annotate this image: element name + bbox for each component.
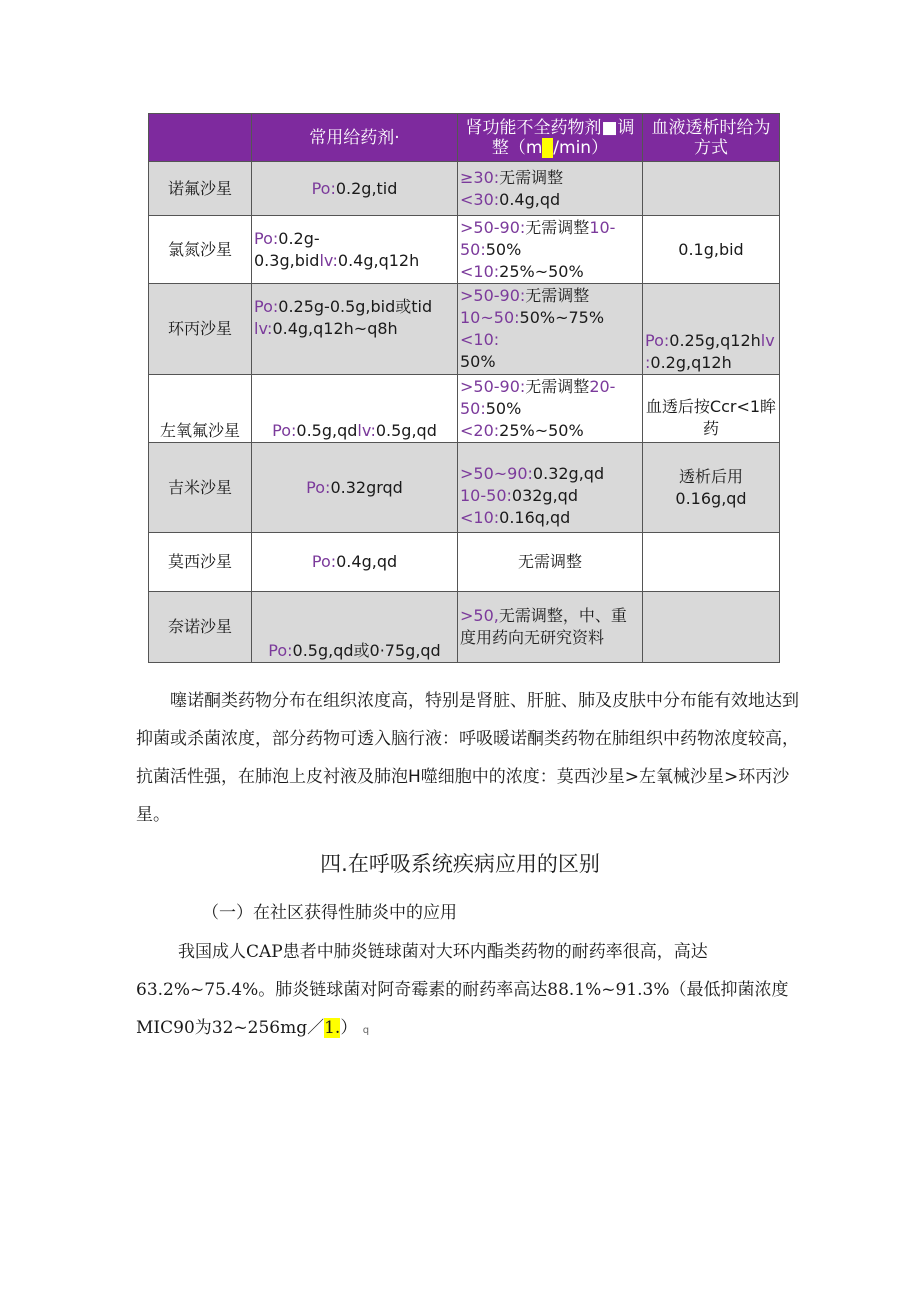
route-label: Po: — [254, 297, 279, 316]
crcl-range: >50-90: — [460, 376, 526, 396]
closing-paren: ） — [340, 1018, 358, 1038]
renal-dose: 50% — [485, 239, 522, 259]
route-label: : — [645, 353, 651, 372]
crcl-range: <10: — [460, 507, 500, 527]
route-label: Po: — [311, 552, 337, 571]
route-label: Po: — [311, 178, 336, 198]
header-renal — [458, 114, 643, 162]
table-row — [149, 216, 780, 284]
route-label: lv — [760, 331, 775, 350]
dose-value: 0.25g-0.5g,bid或tid — [278, 297, 433, 316]
hd-cell — [643, 162, 780, 216]
header-hemodialysis: 血液透析时给为方式 — [643, 114, 780, 162]
route-label: Po: — [254, 228, 279, 248]
drug-name: 左氧氟沙星 — [149, 375, 252, 443]
dose-value: 0.2g,tid — [335, 178, 398, 198]
dose-value: 0.4g,qd — [336, 552, 398, 571]
renal-dose: 0.32g,qd — [532, 463, 605, 483]
renal-dose: 0.4g,qd — [499, 189, 561, 209]
hd-cell: 血透后按Ccr<1眸药 — [643, 375, 780, 443]
renal-dose: 无需调整 — [525, 217, 590, 237]
crcl-range: <20: — [460, 420, 500, 440]
renal-cell — [458, 375, 643, 443]
table-row — [149, 592, 780, 663]
table-row — [149, 162, 780, 216]
hd-dose: 0.25g,q12h — [669, 331, 761, 350]
crcl-range: >50~90: — [460, 463, 533, 483]
dose-cell — [252, 375, 458, 443]
route-label: Po: — [306, 477, 331, 497]
renal-cell — [458, 284, 643, 375]
crcl-range: >50-90: — [460, 217, 526, 237]
renal-cell — [458, 592, 643, 663]
renal-dose: 无需调整 — [525, 376, 590, 396]
header-renal-tail: /min） — [553, 137, 609, 158]
dose-cell — [252, 284, 458, 375]
hd-cell — [643, 284, 780, 375]
header-drug — [149, 114, 252, 162]
route-label: Po: — [268, 641, 293, 660]
crcl-range: 10~50: — [460, 308, 520, 327]
dose-cell — [252, 162, 458, 216]
dose-value: 0.4g,q12h~q8h — [272, 319, 398, 338]
route-label: lv: — [254, 319, 273, 338]
highlight-mark — [542, 138, 553, 158]
hd-cell: 0.1g,bid — [643, 216, 780, 284]
dose-cell — [252, 592, 458, 663]
dose-value: 0.5g,qd或0·75g,qd — [292, 641, 441, 660]
dose-value: 0.32grqd — [330, 477, 403, 497]
drug-name: 氯氮沙星 — [149, 216, 252, 284]
route-label: lv: — [319, 250, 338, 270]
dose-value: 0.4g,q12h — [337, 250, 420, 270]
crcl-range: ≥30: — [460, 167, 500, 187]
crcl-range: 10-50: — [460, 485, 512, 505]
hd-cell — [643, 533, 780, 592]
hd-cell: 透析后用0.16g,qd — [643, 443, 780, 533]
dose-value: 0.2g-0.3g,bid — [254, 228, 320, 270]
dose-value: 0.5g,qd — [296, 421, 358, 440]
renal-dose: 50% — [485, 398, 522, 418]
renal-dose: 无需调整 — [525, 286, 590, 305]
crcl-range: >50, — [460, 606, 499, 625]
table-row — [149, 284, 780, 375]
crcl-range: 20-50: — [460, 376, 616, 418]
table-header-row — [149, 114, 780, 162]
section-heading: 四.在呼吸系统疾病应用的区别 — [320, 852, 600, 876]
renal-dose: 50%~75% — [519, 308, 605, 327]
renal-dose: 无需调整 — [499, 167, 564, 187]
renal-dose: 25%~50% — [499, 420, 584, 440]
dose-cell — [252, 533, 458, 592]
renal-dose: 032g,qd — [511, 485, 578, 505]
renal-dose: 25%~50% — [499, 261, 584, 281]
crcl-range: <30: — [460, 189, 500, 209]
renal-cell: 无需调整 — [458, 533, 643, 592]
hd-dose: 0.2g,q12h — [650, 353, 732, 372]
renal-dose: 0.16q,qd — [499, 507, 571, 527]
renal-cell — [458, 216, 643, 284]
crcl-range: <10: — [460, 261, 500, 281]
paragraph-distribution: 噻诺酮类药物分布在组织浓度高，特别是肾脏、肝脏、肺及皮肤中分布能有效地达到抑菌或杀菌浓度，部分药物可透入脑行液：呼吸暖诺酮类药物在肺组织中药物浓度较高，抗菌活性强，在肺泡上皮衬液及肺泡H噬细胞中的浓度：莫西沙星>左氧械沙星>环丙沙星。 — [136, 691, 799, 825]
drug-name: 环丙沙星 — [149, 284, 252, 375]
subsection-heading: （一）在社区获得性肺炎中的应用 — [202, 903, 457, 923]
fluoroquinolone-dosage-table — [148, 113, 780, 663]
dose-value: 0.5g,qd — [375, 421, 437, 440]
table-row — [149, 375, 780, 443]
crcl-range: >50-90: — [460, 286, 526, 305]
crcl-range: <10: — [460, 330, 500, 349]
hd-cell — [643, 592, 780, 663]
table-row — [149, 533, 780, 592]
drug-name: 吉米沙星 — [149, 443, 252, 533]
stray-mark: q — [362, 1025, 370, 1036]
renal-dose: 50% — [460, 352, 496, 371]
drug-name: 奈诺沙星 — [149, 592, 252, 663]
dose-cell — [252, 216, 458, 284]
renal-dose: 无需调整，中、重度用药向无研究资料 — [460, 606, 627, 647]
route-label: Po: — [645, 331, 670, 350]
renal-cell — [458, 443, 643, 533]
header-dose: 常用给药剂· — [252, 114, 458, 162]
renal-cell — [458, 162, 643, 216]
dose-cell — [252, 443, 458, 533]
header-renal-text: 肾功能不全药物剂■调整（m — [465, 117, 635, 158]
resistance-text: 我国成人CAP患者中肺炎链球菌对大环内酯类药物的耐药率很高，高达63.2%~75.4%。肺炎链球菌对阿奇霉素的耐药率高达88.1%~91.3%（最低抑菌浓度MIC90为32~256mg／ — [136, 942, 789, 1038]
route-label: Po: — [272, 421, 297, 440]
route-label: lv: — [357, 421, 376, 440]
drug-name: 诺氟沙星 — [149, 162, 252, 216]
table-row — [149, 443, 780, 533]
paragraph-cap-resistance — [136, 933, 812, 1050]
drug-name: 莫西沙星 — [149, 533, 252, 592]
highlighted-value: 1. — [324, 1018, 341, 1038]
crcl-range: 10-50: — [460, 217, 616, 259]
